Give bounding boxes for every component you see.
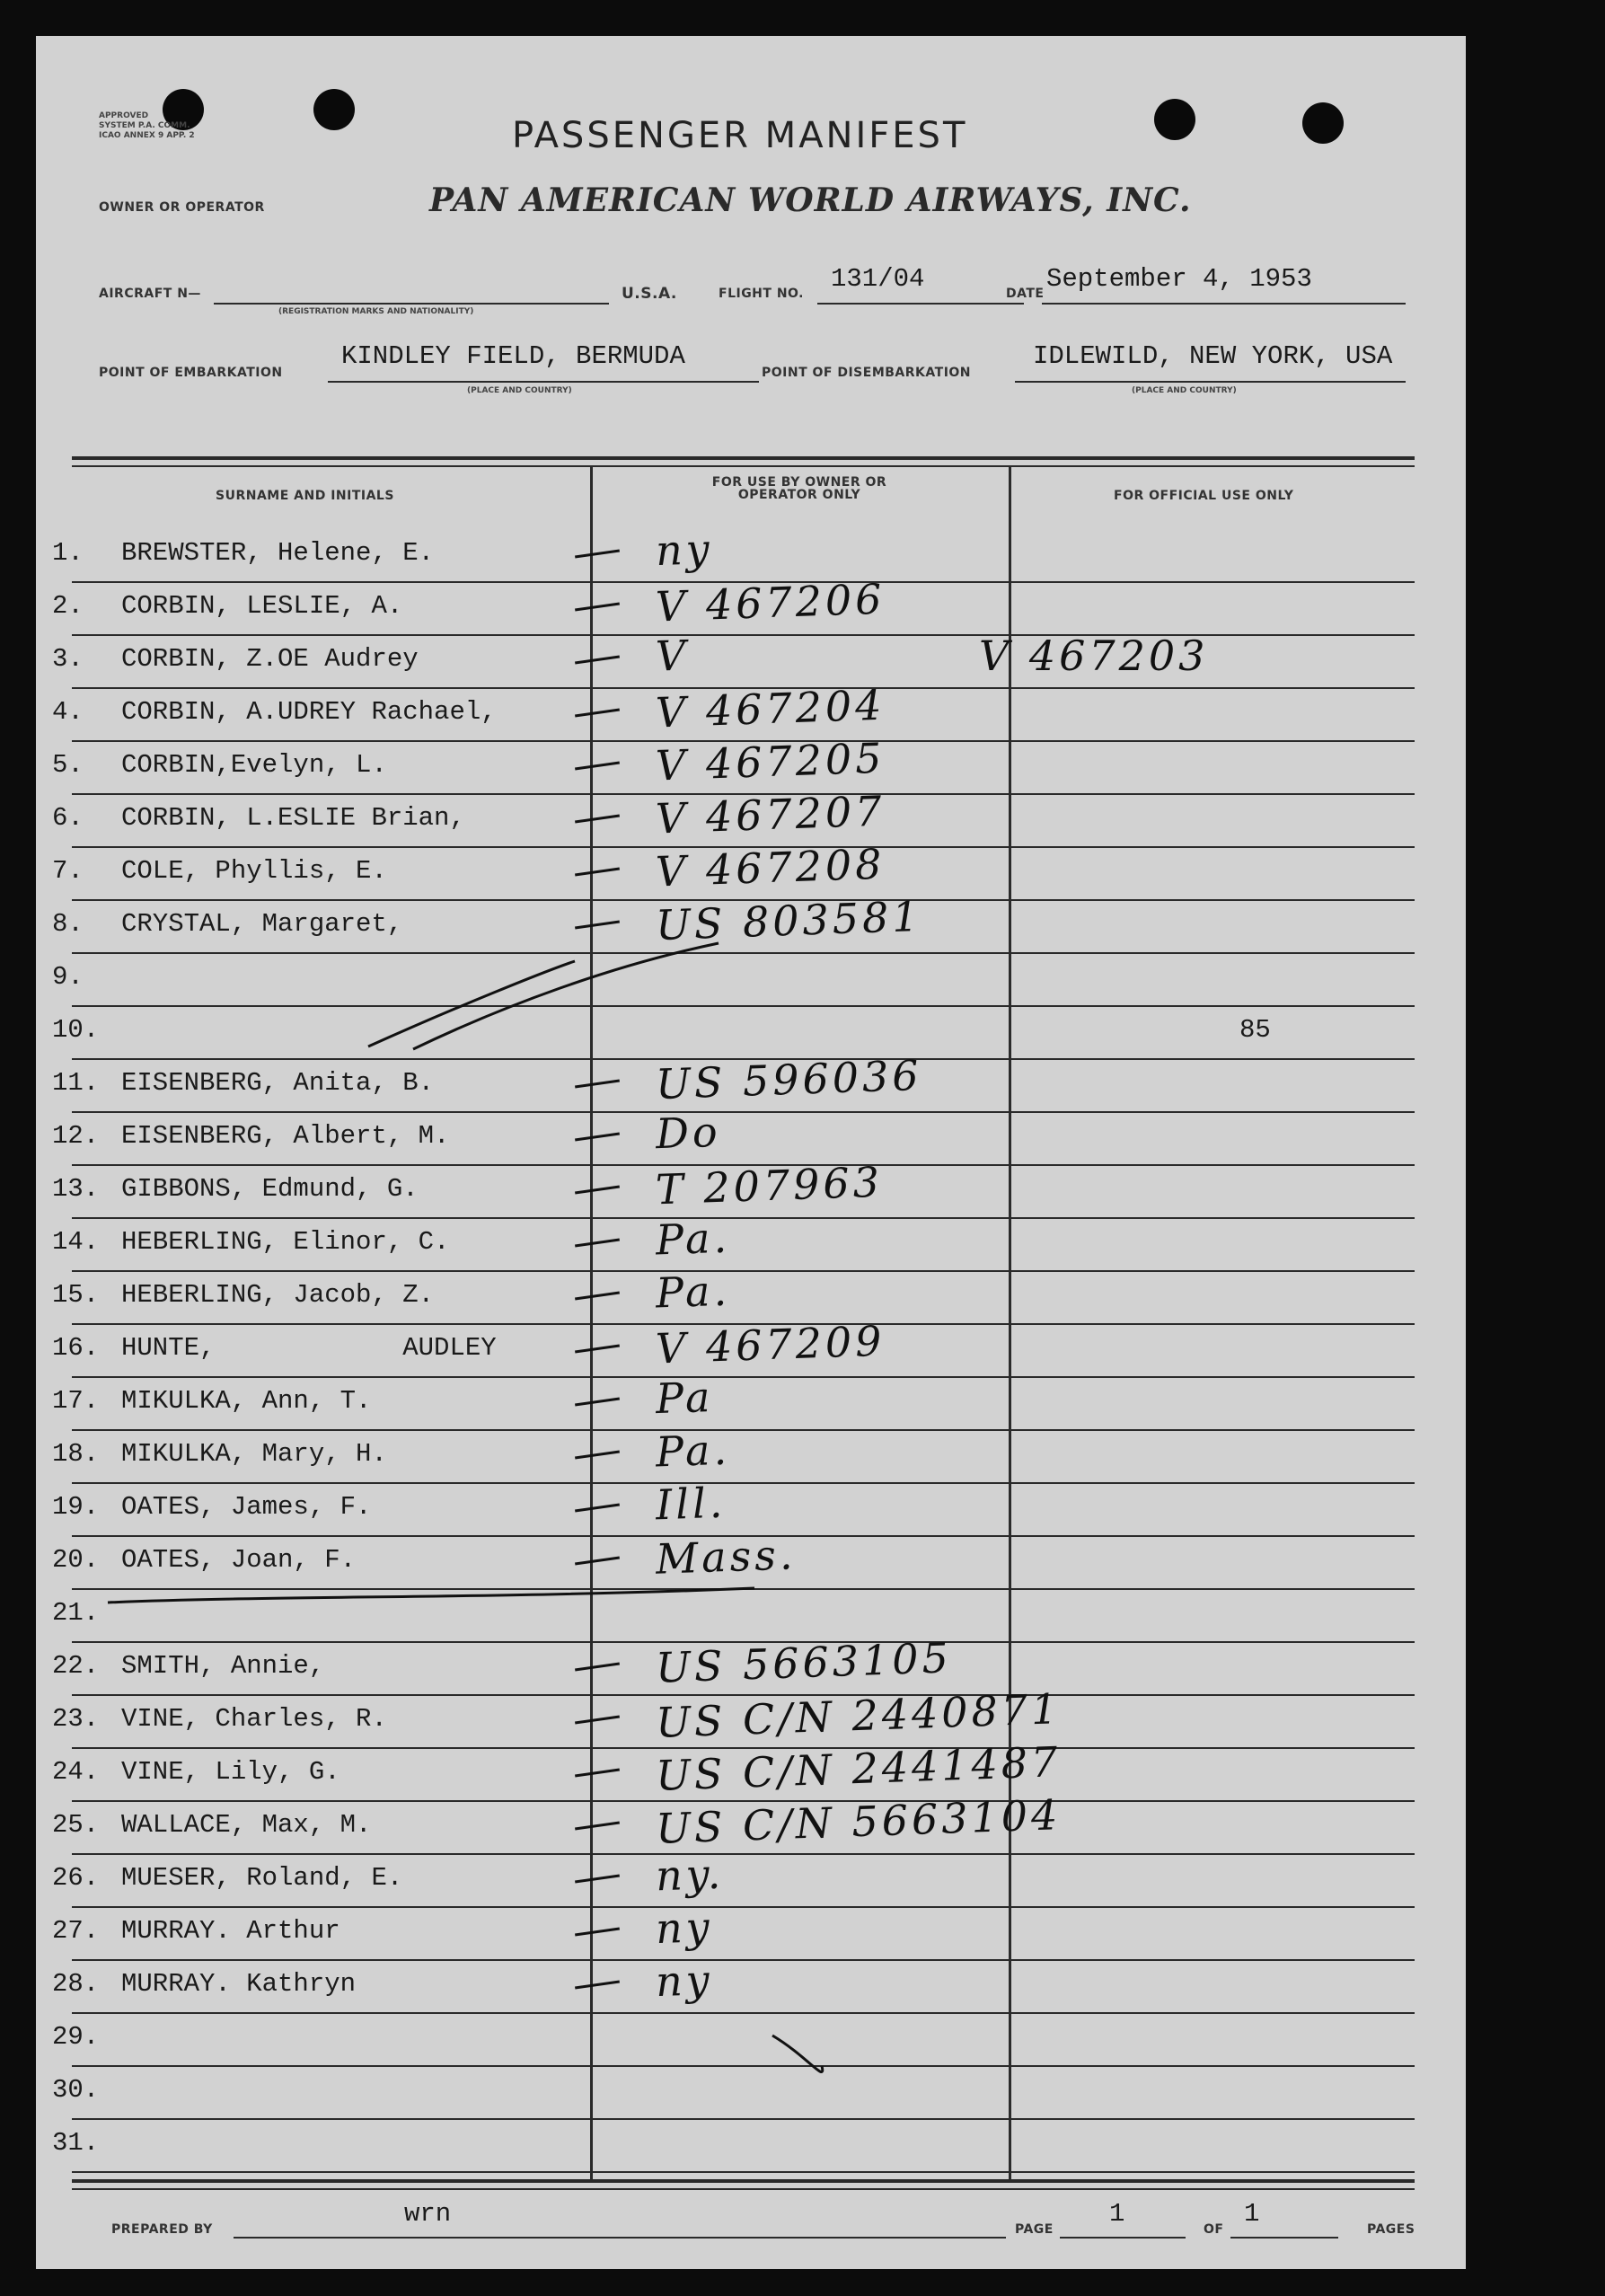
owner-entry: V: [655, 631, 691, 681]
row-number: 18.: [52, 1439, 100, 1469]
passenger-name: EISENBERG, Anita, B.: [121, 1068, 435, 1098]
passenger-name: MUESER, Roland, E.: [121, 1863, 403, 1893]
row-number: 26.: [52, 1863, 100, 1893]
owner-entry: ny.: [655, 1849, 726, 1901]
passenger-name: COLE, Phyllis, E.: [121, 856, 387, 886]
passenger-name: HEBERLING, Jacob, Z.: [121, 1280, 435, 1310]
row-number: 2.: [52, 591, 84, 621]
flight-date: September 4, 1953: [1046, 264, 1312, 294]
operator-name: PAN AMERICAN WORLD AIRWAYS, INC.: [429, 181, 1192, 219]
place-note-embark: (PLACE AND COUNTRY): [467, 386, 572, 395]
row-number: 8.: [52, 909, 84, 939]
owner-entry: ny: [655, 1955, 714, 2007]
row-number: 6.: [52, 803, 84, 833]
owner-entry: Ill.: [655, 1478, 728, 1530]
passenger-name: CORBIN, Z.OE Audrey: [121, 644, 419, 674]
owner-entry: Mass.: [655, 1530, 798, 1584]
row-number: 24.: [52, 1757, 100, 1787]
passenger-name: WALLACE, Max, M.: [121, 1810, 372, 1840]
row-number: 20.: [52, 1545, 100, 1575]
col-header-surname: SURNAME AND INITIALS: [216, 489, 394, 503]
page-label: PAGE: [1015, 2222, 1054, 2237]
passenger-name: BREWSTER, Helene, E.: [121, 538, 435, 568]
row-number: 16.: [52, 1333, 100, 1363]
embarkation-label: POINT OF EMBARKATION: [99, 366, 283, 380]
passenger-name: SMITH, Annie,: [121, 1651, 325, 1681]
disembarkation-value: IDLEWILD, NEW YORK, USA: [1033, 341, 1393, 371]
row-number: 29.: [52, 2022, 100, 2052]
passenger-name: HEBERLING, Elinor, C.: [121, 1227, 450, 1257]
approval-line: APPROVED: [99, 111, 149, 120]
owner-entry: US 5663105: [655, 1633, 953, 1692]
disembarkation-label: POINT OF DISEMBARKATION: [762, 366, 972, 380]
passenger-name: HUNTE, AUDLEY: [121, 1333, 497, 1363]
row-number: 15.: [52, 1280, 100, 1310]
row-number: 28.: [52, 1969, 100, 1999]
pages-label: PAGES: [1367, 2222, 1415, 2237]
owner-entry: Pa.: [655, 1425, 731, 1477]
passenger-name: CORBIN, A.UDREY Rachael,: [121, 697, 497, 727]
row-number: 10.: [52, 1015, 100, 1045]
owner-entry: US 596036: [655, 1050, 923, 1109]
owner-entry: V 467208: [655, 839, 886, 896]
owner-entry: US 803581: [655, 891, 923, 950]
row-number: 23.: [52, 1704, 100, 1734]
owner-entry: Pa.: [655, 1266, 731, 1318]
owner-entry: Pa: [655, 1372, 715, 1424]
row-number: 19.: [52, 1492, 100, 1522]
owner-entry: V 467204: [655, 680, 886, 737]
col-header-owner: FOR USE BY OWNER OR OPERATOR ONLY: [711, 475, 887, 502]
flight-label: FLIGHT NO.: [719, 287, 804, 301]
owner-entry: Pa.: [655, 1213, 731, 1265]
owner-entry: US C/N 2440871: [655, 1684, 1063, 1747]
passenger-name: CORBIN, LESLIE, A.: [121, 591, 403, 621]
flight-number: 131/04: [831, 264, 925, 294]
row-number: 1.: [52, 538, 84, 568]
passenger-name: CRYSTAL, Margaret,: [121, 909, 403, 939]
passenger-name: OATES, James, F.: [121, 1492, 372, 1522]
passenger-name: GIBBONS, Edmund, G.: [121, 1174, 419, 1204]
passenger-name: VINE, Charles, R.: [121, 1704, 387, 1734]
owner-entry: V 467206: [655, 574, 886, 631]
usa-label: U.S.A.: [622, 285, 677, 303]
row-number: 4.: [52, 697, 84, 727]
pages-total: 1: [1244, 2199, 1260, 2229]
passenger-name: CORBIN,Evelyn, L.: [121, 750, 387, 780]
passenger-name: MURRAY. Kathryn: [121, 1969, 357, 1999]
row-number: 14.: [52, 1227, 100, 1257]
row-number: 17.: [52, 1386, 100, 1416]
passenger-name: CORBIN, L.ESLIE Brian,: [121, 803, 465, 833]
passenger-name: MIKULKA, Mary, H.: [121, 1439, 387, 1469]
row-number: 27.: [52, 1916, 100, 1946]
manifest-sheet: [36, 36, 1466, 2269]
approval-line: ICAO ANNEX 9 APP. 2: [99, 131, 195, 140]
owner-entry: Do: [655, 1107, 722, 1159]
row-number: 30.: [52, 2075, 100, 2105]
strike-marks: [36, 36, 1466, 2269]
official-entry: V 467203: [979, 631, 1209, 680]
date-label: DATE: [1006, 287, 1045, 301]
page-number: 1: [1109, 2199, 1125, 2229]
owner-entry: T 207963: [655, 1157, 884, 1214]
owner-entry: V 467205: [655, 733, 886, 790]
row-number: 21.: [52, 1598, 100, 1628]
row-number: 31.: [52, 2128, 100, 2158]
row-number: 13.: [52, 1174, 100, 1204]
row-number: 11.: [52, 1068, 100, 1098]
row-number: 25.: [52, 1810, 100, 1840]
passenger-name: MURRAY. Arthur: [121, 1916, 340, 1946]
embarkation-value: KINDLEY FIELD, BERMUDA: [341, 341, 685, 371]
of-label: OF: [1204, 2222, 1224, 2237]
row-number: 3.: [52, 644, 84, 674]
owner-entry: V 467207: [655, 786, 886, 843]
row-number: 22.: [52, 1651, 100, 1681]
approval-line: SYSTEM P.A. COMM.: [99, 121, 190, 130]
row-number: 9.: [52, 962, 84, 992]
prepared-by-value: wrn: [404, 2199, 452, 2229]
owner-entry: US C/N 5663104: [655, 1790, 1063, 1853]
passenger-name: VINE, Lily, G.: [121, 1757, 340, 1787]
owner-entry: V 467209: [655, 1316, 886, 1373]
col-header-official: FOR OFFICIAL USE ONLY: [1114, 489, 1294, 503]
owner-entry: US C/N 2441487: [655, 1737, 1063, 1800]
prepared-by-label: PREPARED BY: [111, 2222, 213, 2237]
registration-note: (REGISTRATION MARKS AND NATIONALITY): [278, 307, 474, 316]
row-number: 7.: [52, 856, 84, 886]
owner-entry: ny: [655, 1902, 714, 1954]
row-number: 12.: [52, 1121, 100, 1151]
aircraft-label: AIRCRAFT N—: [99, 287, 201, 301]
page-title: PASSENGER MANIFEST: [512, 115, 968, 156]
passenger-name: MIKULKA, Ann, T.: [121, 1386, 372, 1416]
passenger-name: EISENBERG, Albert, M.: [121, 1121, 450, 1151]
row-number: 5.: [52, 750, 84, 780]
place-note-disembark: (PLACE AND COUNTRY): [1132, 386, 1237, 395]
owner-label: OWNER OR OPERATOR: [99, 200, 265, 215]
passenger-name: OATES, Joan, F.: [121, 1545, 357, 1575]
owner-entry: ny: [655, 524, 714, 576]
official-entry: 85: [1239, 1015, 1271, 1045]
